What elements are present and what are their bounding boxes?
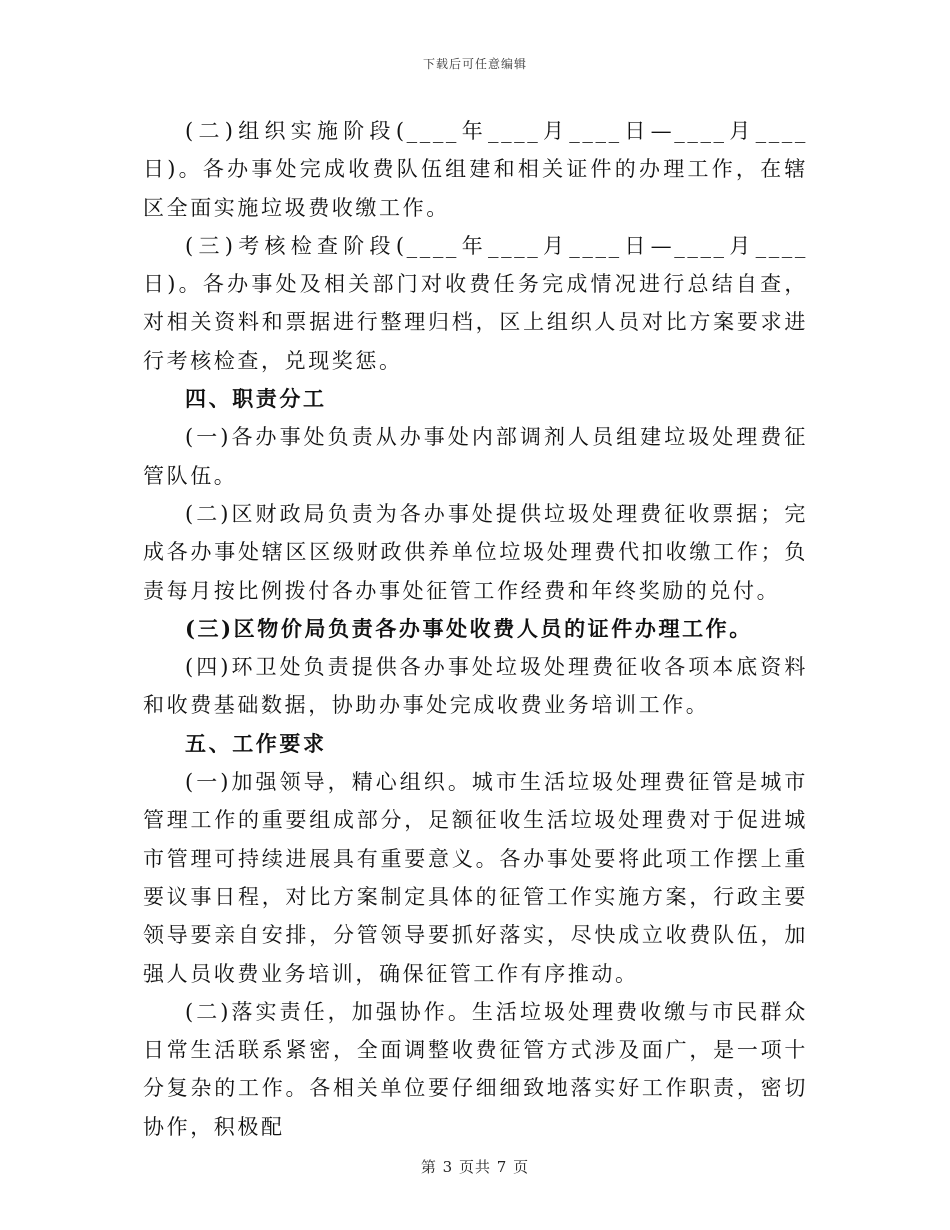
paragraph-responsibility-2: (二)区财政局负责为各办事处提供垃圾处理费征收票据；完成各办事处辖区区级财政供养单位垃圾处理费代扣收缴工作；负责每月按比例拨付各办事处征管工作经费和年终奖励的兑付。 <box>143 501 808 603</box>
header-note: 下载后可任意编辑 <box>422 57 527 71</box>
section-heading-requirements: 五、工作要求 <box>185 730 327 756</box>
paragraph-requirement-2: (二)落实责任，加强协作。生活垃圾处理费收缴与市民群众日常生活联系紧密，全面调整收费征管方式涉及面广，是一项十分复杂的工作。各相关单位要仔细细致地落实好工作职责，密切协作，积极配 <box>143 999 808 1139</box>
section-heading-responsibilities: 四、职责分工 <box>185 386 327 412</box>
paragraph-responsibility-4: (四)环卫处负责提供各办事处垃圾处理费征收各项本底资料和收费基础数据，协助办事处完成收费业务培训工作。 <box>143 655 808 718</box>
paragraph-responsibility-3: (三)区物价局负责各办事处收费人员的证件办理工作。 <box>185 615 753 641</box>
paragraph-inspection-stage: (三)考核检查阶段(____年____月____日—____月____日)。各办事处及相关部门对收费任务完成情况进行总结自查，对相关资料和票据进行整理归档，区上组织人员对比方案要求进行考核检查，兑现奖惩。 <box>143 233 808 373</box>
paragraph-responsibility-1: (一)各办事处负责从办事处内部调剂人员组建垃圾处理费征管队伍。 <box>143 425 808 488</box>
paragraph-requirement-1: (一)加强领导，精心组织。城市生活垃圾处理费征管是城市管理工作的重要组成部分，足额征收生活垃圾处理费对于促进城市管理可持续进展具有重要意义。各办事处要将此项工作摆上重要议事日程，对比方案制定具体的征管工作实施方案，行政主要领导要亲自安排，分管领导要抓好落实，尽快成立收费队伍，加强人员收费业务培训，确保征管工作有序推动。 <box>143 770 808 986</box>
document-body <box>143 112 808 1146</box>
paragraph-implementation-stage: (二)组织实施阶段(____年____月____日—____月____日)。各办事处完成收费队伍组建和相关证件的办理工作，在辖区全面实施垃圾费收缴工作。 <box>143 119 808 220</box>
page-number: 第 3 页共 7 页 <box>420 1158 530 1176</box>
